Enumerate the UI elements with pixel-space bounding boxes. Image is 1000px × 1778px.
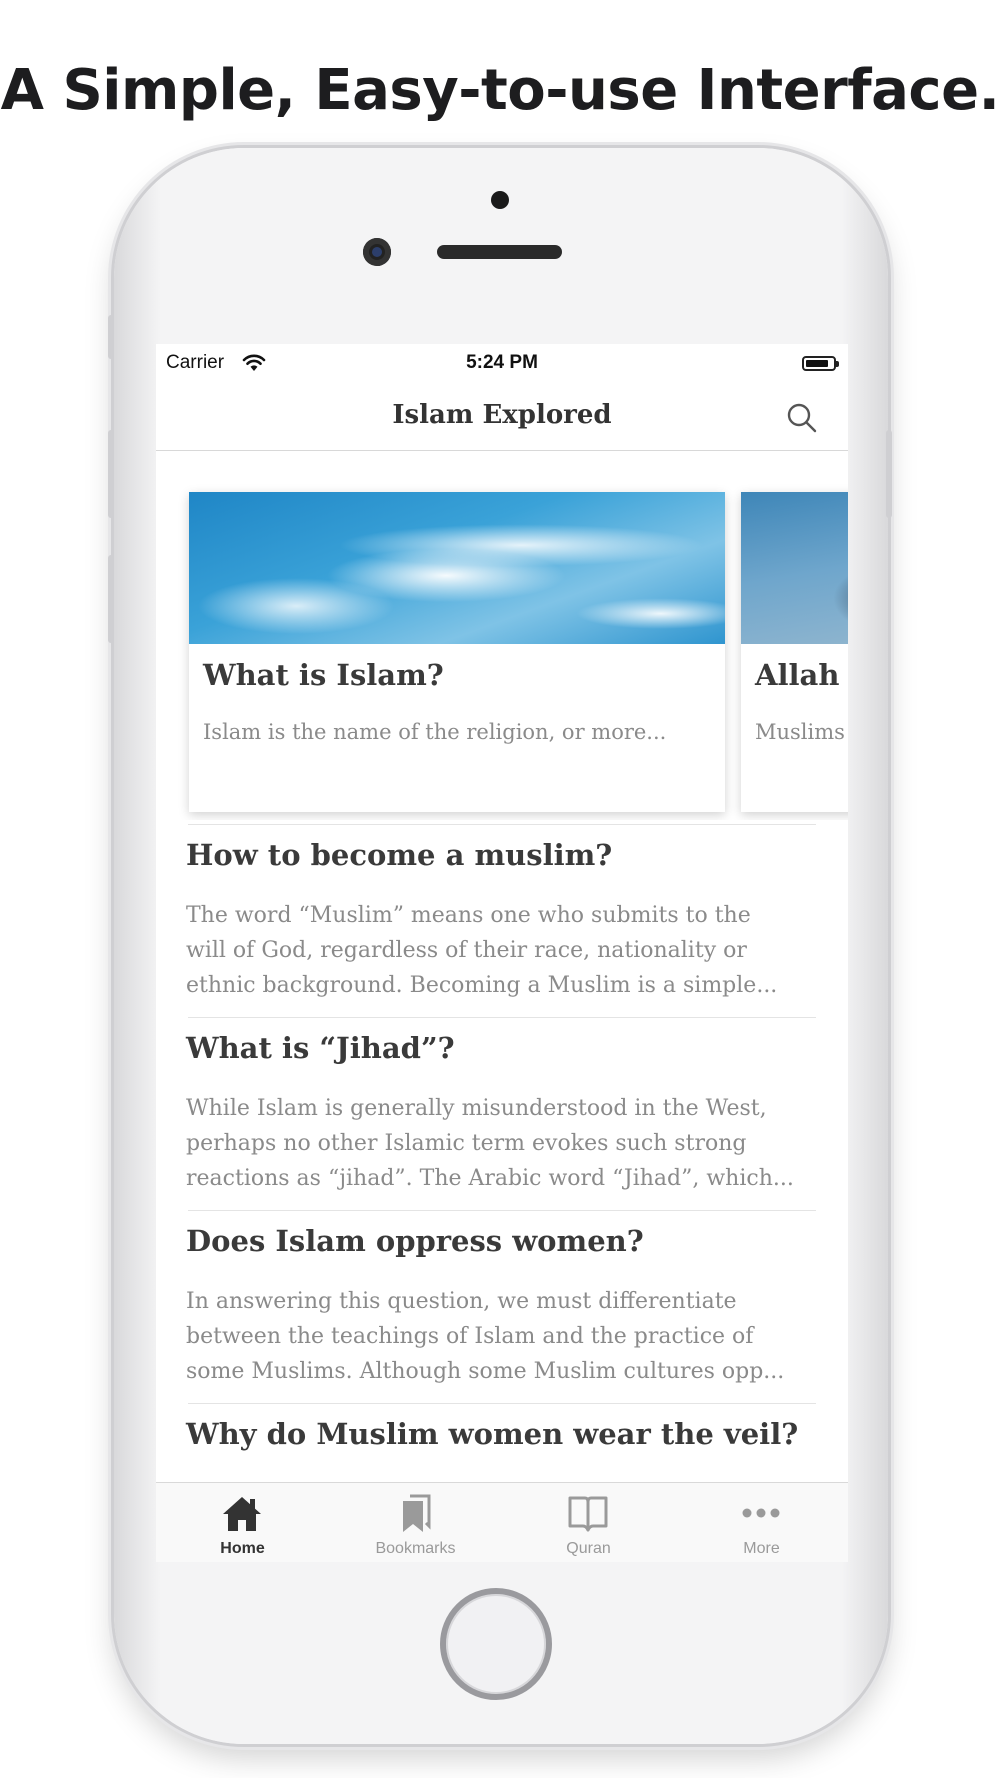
divider: [188, 1403, 816, 1404]
more-icon: [739, 1493, 783, 1535]
home-icon: [220, 1493, 264, 1535]
tab-quran[interactable]: [502, 1483, 675, 1562]
list-item[interactable]: [156, 1210, 848, 1403]
volume-up-button: [108, 430, 114, 518]
tab-label: Quran: [566, 1540, 611, 1557]
card-title: Allah: [755, 658, 840, 692]
tab-bookmarks[interactable]: [329, 1483, 502, 1562]
power-button: [886, 430, 892, 518]
status-time: 5:24 PM: [466, 352, 538, 373]
article-excerpt: [186, 1284, 806, 1389]
divider: [188, 1210, 816, 1211]
card-image: [741, 492, 848, 644]
article-list: [156, 824, 848, 1562]
card-excerpt: Muslims: [755, 720, 845, 744]
excerpt-line: In answering this question, we must differentiate: [186, 1289, 737, 1314]
mute-switch: [108, 315, 114, 359]
featured-carousel[interactable]: [156, 450, 848, 820]
excerpt-line: ethnic background. Becoming a Muslim is a simple...: [186, 973, 778, 998]
excerpt-line: will of God, regardless of their race, nationality or: [186, 938, 747, 963]
carrier-label: Carrier: [166, 352, 225, 373]
tab-more[interactable]: [675, 1483, 848, 1562]
excerpt-line: The word “Muslim” means one who submits to the: [186, 903, 751, 928]
tab-label: More: [743, 1540, 780, 1557]
earpiece-speaker: [437, 245, 562, 259]
excerpt-line: perhaps no other Islamic term evokes such strong: [186, 1131, 747, 1156]
front-camera: [363, 238, 391, 266]
bookmark-icon: [393, 1493, 437, 1535]
article-excerpt: [186, 898, 806, 1003]
article-title: Why do Muslim women wear the veil?: [186, 1417, 799, 1451]
featured-card[interactable]: [741, 492, 848, 812]
tab-home[interactable]: [156, 1483, 329, 1562]
excerpt-line: reactions as “jihad”. The Arabic word “Jihad”, which...: [186, 1166, 794, 1191]
excerpt-line: While Islam is generally misunderstood in the West,: [186, 1096, 767, 1121]
tab-label: Home: [220, 1540, 265, 1557]
tab-bar: [156, 1482, 848, 1562]
home-button[interactable]: [440, 1588, 552, 1700]
battery-icon: [802, 356, 836, 371]
article-title: What is “Jihad”?: [186, 1031, 455, 1065]
featured-card[interactable]: [189, 492, 725, 812]
proximity-sensor: [491, 191, 509, 209]
divider: [188, 824, 816, 825]
excerpt-line: between the teachings of Islam and the practice of: [186, 1324, 754, 1349]
divider: [188, 1017, 816, 1018]
list-item[interactable]: [156, 1017, 848, 1210]
card-excerpt: Islam is the name of the religion, or more...: [203, 720, 667, 744]
article-title: How to become a muslim?: [186, 838, 613, 872]
headline: A Simple, Easy-to-use Interface.: [0, 58, 1000, 123]
tab-label: Bookmarks: [375, 1540, 456, 1557]
card-image: [189, 492, 725, 644]
book-icon: [566, 1493, 610, 1535]
card-title: What is Islam?: [203, 658, 444, 692]
navigation-bar: [156, 380, 848, 451]
volume-down-button: [108, 555, 114, 643]
excerpt-line: some Muslims. Although some Muslim cultures opp...: [186, 1359, 785, 1384]
article-title: Does Islam oppress women?: [186, 1224, 644, 1258]
app-screen: [156, 344, 848, 1562]
article-excerpt: [186, 1091, 806, 1196]
page-title: Islam Explored: [392, 400, 612, 430]
status-bar: [156, 344, 848, 380]
search-icon[interactable]: [784, 400, 820, 436]
list-item[interactable]: [156, 824, 848, 1017]
